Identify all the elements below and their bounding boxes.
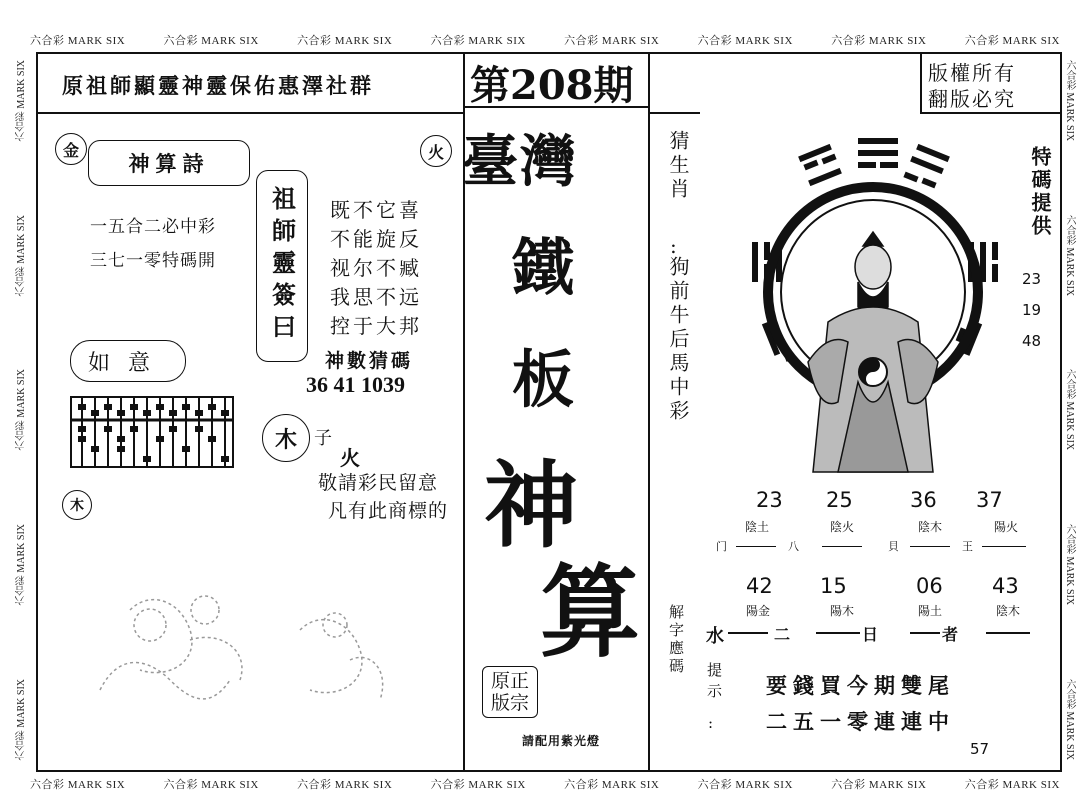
number-guess-value: 36 41 1039: [306, 372, 405, 397]
border-label: 六合彩 MARK SIX: [297, 35, 393, 47]
copyright-line-2: 翻版必究: [928, 87, 1016, 111]
border-label: 六合彩 MARK SIX: [16, 214, 27, 296]
border-label: 六合彩 MARK SIX: [831, 35, 927, 47]
special-number: 19: [1022, 301, 1042, 319]
row1-char: 貝: [888, 540, 899, 553]
border-label: 六合彩 MARK SIX: [964, 35, 1060, 47]
poem-line-1: 一五合二必中彩: [90, 217, 216, 237]
page-number: 57: [970, 740, 990, 758]
border-label: 六合彩 MARK SIX: [430, 779, 526, 791]
row2-blank: [986, 632, 1030, 634]
row2-char: 者: [942, 625, 959, 644]
left-border-band: [14, 60, 29, 760]
row1-char: 八: [788, 540, 799, 553]
border-label: 六合彩 MARK SIX: [1064, 214, 1075, 296]
verse-line: 视尔不臧: [330, 256, 422, 280]
row1-char: 王: [962, 540, 973, 553]
zodiac-hint: 狗前牛后馬中彩: [666, 256, 690, 424]
special-number: 23: [1022, 270, 1042, 288]
element-fire-badge: 火: [420, 135, 452, 167]
row1-blank: [982, 546, 1026, 547]
row1-blank: [736, 546, 776, 547]
row2-tag: 陰木: [996, 604, 1021, 618]
border-label: 六合彩 MARK SIX: [697, 35, 793, 47]
row2-number: 06: [916, 574, 943, 598]
border-label: 六合彩 MARK SIX: [831, 779, 927, 791]
border-label: 六合彩 MARK SIX: [1064, 369, 1075, 451]
border-label: 六合彩 MARK SIX: [1064, 678, 1075, 760]
border-label: 六合彩 MARK SIX: [1064, 60, 1075, 142]
row1-number: 25: [826, 488, 853, 512]
row1-number: 23: [756, 488, 783, 512]
copyright-line-1: 版權所有: [928, 61, 1016, 85]
row1-blank: [822, 546, 862, 547]
row2-tag: 陽金: [746, 604, 771, 618]
title-god: 神: [484, 451, 579, 561]
row2-blank: [816, 632, 860, 634]
row2-blank: [728, 632, 768, 634]
row2-char: 日: [862, 625, 879, 644]
authentic-stamp: 原正版宗: [482, 666, 538, 718]
top-border-band: [30, 32, 1060, 48]
row1-tag: 陰木: [918, 520, 943, 534]
special-numbers-label: 特碼提供: [1028, 146, 1052, 238]
border-label: 六合彩 MARK SIX: [30, 35, 126, 47]
border-label: 六合彩 MARK SIX: [430, 35, 526, 47]
poem-line-2: 三七一零特碼開: [90, 251, 216, 271]
fire-char: 火: [340, 446, 360, 470]
verse-line: 我思不远: [330, 285, 422, 309]
border-label: 六合彩 MARK SIX: [16, 678, 27, 760]
oracle-box: 祖師靈簽曰: [256, 170, 308, 362]
verse-line: 既不它喜: [330, 198, 422, 222]
title-taiwan: 臺灣: [462, 129, 578, 195]
issue-number: 第208期: [470, 62, 634, 109]
bagua-deity-illustration: [738, 132, 1008, 477]
row2-blank: [910, 632, 940, 634]
border-label: 六合彩 MARK SIX: [564, 35, 660, 47]
row2-tag: 陽土: [918, 604, 943, 618]
border-label: 六合彩 MARK SIX: [297, 779, 393, 791]
element-wood-badge: 木: [262, 414, 310, 462]
row2-tag: 陽木: [830, 604, 855, 618]
poem-title-box: 神算詩: [88, 140, 250, 186]
border-label: 六合彩 MARK SIX: [16, 369, 27, 451]
row1-tag: 陽火: [994, 520, 1019, 534]
row2-number: 15: [820, 574, 847, 598]
divider-copyright-bottom: [920, 112, 1062, 114]
row1-char: 门: [716, 540, 727, 553]
hint-label: 提示: [705, 662, 723, 704]
hint-colon: :: [708, 714, 714, 732]
row2-number: 42: [746, 574, 773, 598]
border-label: 六合彩 MARK SIX: [1064, 524, 1075, 606]
zi-char: 子: [314, 428, 332, 449]
divider-right-stub: [648, 112, 700, 114]
hint-line-1: 要錢買今期雙尾: [766, 673, 955, 698]
border-label: 六合彩 MARK SIX: [16, 60, 27, 142]
row2-char: 水: [706, 626, 724, 647]
row1-blank: [910, 546, 950, 547]
element-metal-badge: 金: [55, 133, 87, 165]
border-label: 六合彩 MARK SIX: [30, 779, 126, 791]
divider-copyright: [920, 52, 922, 112]
number-guess-label: 神數猜碼: [325, 350, 414, 372]
verse-line: 不能旋反: [330, 227, 422, 251]
border-label: 六合彩 MARK SIX: [964, 779, 1060, 791]
verse-block: [330, 196, 422, 341]
row1-tag: 陰火: [830, 520, 855, 534]
border-label: 六合彩 MARK SIX: [163, 779, 259, 791]
faded-illustration: [90, 570, 440, 720]
ruyi-box: 如意: [70, 340, 186, 382]
special-numbers-list: [1022, 264, 1041, 357]
uv-light-note: 請配用紫光燈: [522, 734, 601, 748]
row1-number: 36: [910, 488, 937, 512]
verse-line: 控于大邦: [330, 314, 422, 338]
border-label: 六合彩 MARK SIX: [697, 779, 793, 791]
hint-line-2: 二五一零連連中: [766, 709, 955, 734]
divider-banner: [36, 112, 464, 114]
row1-number: 37: [976, 488, 1003, 512]
notice-line-2: 凡有此商標的: [328, 500, 449, 522]
decode-label: 解字應碼: [667, 604, 685, 676]
bottom-border-band: [30, 776, 1060, 792]
row2-number: 43: [992, 574, 1019, 598]
border-label: 六合彩 MARK SIX: [16, 524, 27, 606]
border-label: 六合彩 MARK SIX: [564, 779, 660, 791]
title-board: 板: [512, 343, 575, 416]
row1-tag: 陰土: [745, 520, 770, 534]
guess-zodiac-label: 猜生肖: [666, 130, 690, 202]
abacus-icon: [70, 396, 234, 468]
title-iron: 鐵: [512, 231, 575, 304]
title-calc: 算: [540, 553, 640, 671]
divider-right: [648, 52, 650, 772]
border-label: 六合彩 MARK SIX: [163, 35, 259, 47]
right-border-band: [1062, 60, 1077, 760]
element-wood-badge-small: 木: [62, 490, 92, 520]
banner-title: 原祖師顯靈神靈保佑惠澤社群: [62, 73, 374, 98]
special-number: 48: [1022, 332, 1042, 350]
row2-char: 二: [774, 625, 791, 644]
notice-line-1: 敬請彩民留意: [318, 472, 439, 494]
zodiac-colon: :: [670, 234, 677, 258]
